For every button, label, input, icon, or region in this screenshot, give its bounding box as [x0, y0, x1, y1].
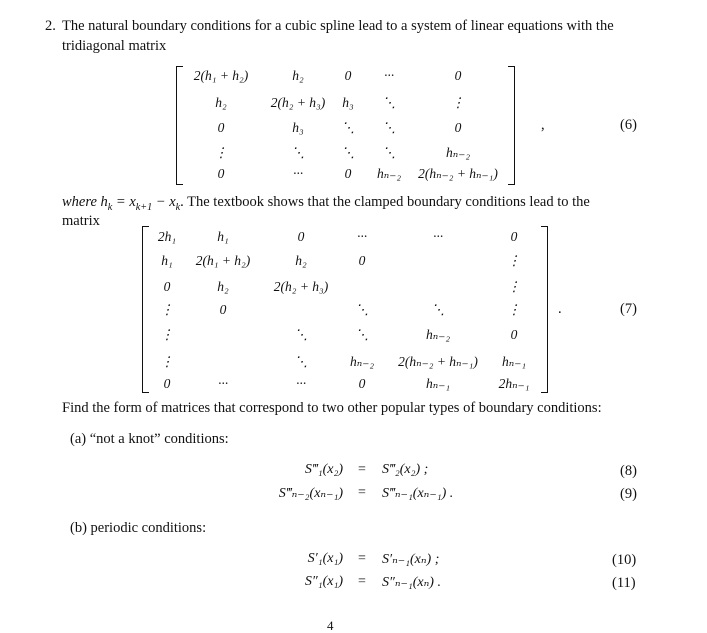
matrix6-right-bracket	[508, 66, 515, 185]
matrix6-cell: ⋱	[382, 95, 396, 110]
matrix6-cell: ···	[292, 166, 304, 181]
matrix6-cell: h₂	[292, 68, 304, 83]
matrix7-cell: ⋮	[507, 279, 521, 294]
matrix6-cell: hₙ₋₂	[445, 145, 471, 160]
matrix6-cell: ⋱	[291, 145, 305, 160]
matrix7-cell: ⋱	[431, 302, 445, 317]
matrix7-cell: ⋱	[294, 354, 308, 369]
matrix6-cell: 2(h₂ + h₃)	[270, 95, 326, 110]
matrix7-cell: ···	[295, 376, 307, 391]
matrix7-cell: ⋮	[160, 354, 174, 369]
matrix7-cell: ⋮	[160, 302, 174, 317]
matrix7-cell: ⋮	[507, 302, 521, 317]
matrix7-cell: 0	[358, 253, 366, 268]
matrix6-left-bracket	[176, 66, 183, 185]
find-sentence: Find the form of matrices that correspond to two other popular types of boundary conditions:	[62, 400, 602, 416]
equation-9-label: (9)	[620, 486, 637, 502]
matrix7-cell: h₂	[295, 253, 307, 268]
where-sentence: where $h_k = x_{k+1} - x_k$. The textbook shows that the clamped boundary conditions lead to the	[62, 194, 590, 213]
eq8-rhs: S‴₂(x₂) ;	[382, 462, 429, 477]
matrix6-cell: 0	[344, 68, 352, 83]
matrix7-cell: 0	[297, 229, 305, 244]
matrix7-left-bracket	[142, 226, 149, 393]
matrix7-cell: 0	[163, 279, 171, 294]
matrix7-cell: hₙ₋₂	[425, 327, 451, 342]
matrix7-cell: ⋮	[507, 253, 521, 268]
matrix6-cell: 2(h₁ + h₂)	[193, 68, 249, 83]
matrix6-cell: 0	[217, 120, 225, 135]
equation-8-label: (8)	[620, 463, 637, 479]
matrix7-cell: ⋱	[294, 327, 308, 342]
matrix7-cell: h₂	[217, 279, 229, 294]
matrix7-cell: 0	[163, 376, 171, 391]
eq10-rel: =	[358, 551, 366, 566]
equation-11-label: (11)	[612, 575, 636, 591]
matrix6-cell: 0	[454, 68, 462, 83]
matrix7-right-bracket	[541, 226, 548, 393]
matrix6-cell: ⋮	[451, 95, 465, 110]
problem-number: 2.	[45, 18, 56, 34]
matrix6-cell: ⋱	[341, 120, 355, 135]
matrix7-cell: hₙ₋₂	[349, 354, 375, 369]
matrix7-cell: hₙ₋₁	[501, 354, 527, 369]
matrix6-cell: h₃	[292, 120, 304, 135]
matrix7-period: .	[558, 301, 562, 317]
matrix6-cell: 0	[344, 166, 352, 181]
matrix6-cell: ⋱	[341, 145, 355, 160]
eq8-lhs: S‴₁(x₂)	[304, 462, 343, 477]
eq9-rel: =	[358, 485, 366, 500]
matrix7-cell: 0	[510, 327, 518, 342]
matrix6-comma: ,	[541, 117, 545, 133]
intro-line-2: tridiagonal matrix	[62, 38, 167, 54]
matrix-word: matrix	[62, 213, 100, 229]
matrix6-cell: 0	[217, 166, 225, 181]
part-a-label: (a) “not a knot” conditions:	[70, 431, 229, 447]
matrix6-cell: 2(hₙ₋₂ + hₙ₋₁)	[418, 166, 498, 181]
matrix7-cell: 0	[358, 376, 366, 391]
matrix6-cell: ···	[383, 68, 395, 83]
eq10-rhs: S′ₙ₋₁(xₙ) ;	[382, 552, 440, 567]
matrix7-cell: hₙ₋₁	[425, 376, 451, 391]
part-b-label: (b) periodic conditions:	[70, 520, 207, 536]
equation-10-label: (10)	[612, 552, 637, 568]
matrix7-cell: ⋱	[355, 302, 369, 317]
matrix6-cell: 0	[454, 120, 462, 135]
matrix6-cell: h₂	[215, 95, 227, 110]
eq8-rel: =	[358, 462, 366, 477]
matrix6-cell: ⋱	[382, 120, 396, 135]
matrix7-cell: ···	[356, 229, 368, 244]
eq9-rhs: S‴ₙ₋₁(xₙ₋₁) .	[382, 486, 454, 501]
matrix6-cell: hₙ₋₂	[376, 166, 402, 181]
matrix7-cell: 2(hₙ₋₂ + hₙ₋₁)	[398, 354, 478, 369]
matrix6-cell: ⋱	[382, 145, 396, 160]
matrix6-cell: h₃	[342, 95, 354, 110]
matrix7-cell: 0	[510, 229, 518, 244]
equation-6-label: (6)	[620, 117, 637, 133]
matrix7-cell: 2hₙ₋₁	[498, 376, 530, 391]
matrix7-cell: h₁	[161, 253, 173, 268]
matrix7-cell: 2(h₂ + h₃)	[273, 279, 329, 294]
matrix7-cell: ···	[432, 229, 444, 244]
matrix7-cell: ···	[217, 376, 229, 391]
matrix7-cell: ⋱	[355, 327, 369, 342]
matrix7-cell: 0	[219, 302, 227, 317]
matrix7-cell: h₁	[217, 229, 229, 244]
intro-line-1: The natural boundary conditions for a cubic spline lead to a system of linear equations with the	[62, 18, 614, 34]
matrix7-cell: 2h₁	[157, 229, 177, 244]
matrix7-cell: 2(h₁ + h₂)	[195, 253, 251, 268]
matrix7-cell: ⋮	[160, 327, 174, 342]
eq10-lhs: S′₁(x₁)	[307, 551, 343, 566]
eq11-lhs: S″₁(x₁)	[304, 574, 343, 589]
eq11-rhs: S″ₙ₋₁(xₙ) .	[382, 575, 441, 590]
equation-7-label: (7)	[620, 301, 637, 317]
matrix6-cell: ⋮	[214, 145, 228, 160]
eq9-lhs: S‴ₙ₋₂(xₙ₋₁)	[278, 486, 343, 501]
eq11-rel: =	[358, 574, 366, 589]
page-number: 4	[327, 618, 334, 633]
